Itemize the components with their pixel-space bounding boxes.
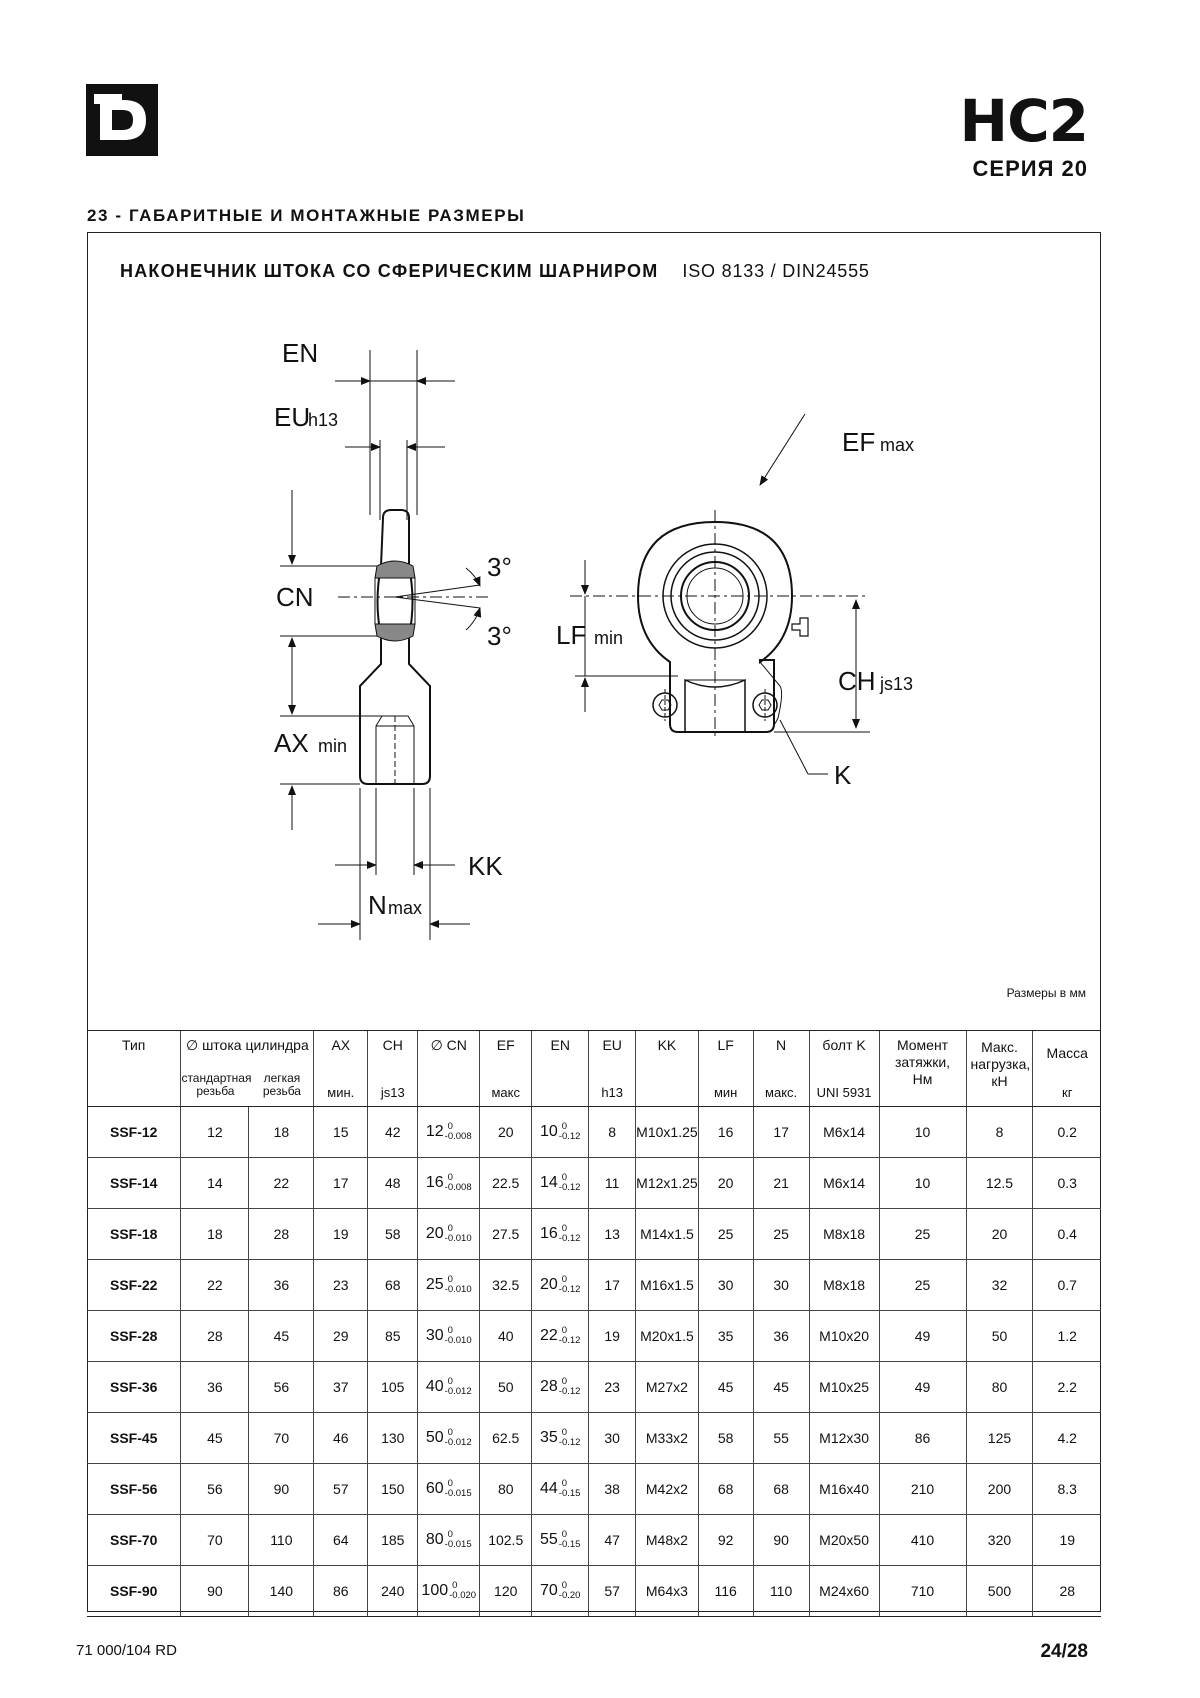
cell-eu: 38 [589,1464,636,1515]
cell-en-lower-tolerance: -0.12 [558,1131,581,1142]
cell-mass: 0.3 [1033,1158,1101,1209]
cell-cn-nominal: 80 [425,1531,444,1548]
cell-cn [418,1464,480,1515]
cell-cn-lower-tolerance: -0.010 [444,1335,472,1346]
cell-en-lower-tolerance: -0.12 [558,1335,581,1346]
cell-kk: M64x3 [636,1566,698,1617]
cell-n: 17 [753,1107,809,1158]
cell-std: 28 [181,1311,249,1362]
cell-type: SSF-45 [87,1413,181,1464]
cell-en-lower-tolerance: -0.12 [558,1182,581,1193]
header-type: Тип [87,1031,181,1107]
cell-light: 56 [249,1362,314,1413]
cell-n: 36 [753,1311,809,1362]
cell-ef: 40 [480,1311,532,1362]
cell-en-upper-tolerance: 0 [561,1580,568,1591]
cell-lf: 58 [698,1413,753,1464]
header-eu: EU h13 [589,1031,636,1107]
label-angle-bottom: 3° [487,621,512,651]
cell-torque: 710 [879,1566,966,1617]
cell-en [532,1260,589,1311]
cell-cn-nominal: 50 [425,1429,444,1446]
cell-torque: 410 [879,1515,966,1566]
cell-eu: 23 [589,1362,636,1413]
cell-cn-lower-tolerance: -0.012 [444,1437,472,1448]
cell-en-nominal: 28 [539,1378,558,1395]
cell-load: 20 [966,1209,1033,1260]
cell-cn-upper-tolerance: 0 [447,1172,453,1183]
label-angle-top: 3° [487,552,512,582]
cell-en-nominal: 70 [539,1582,558,1599]
cell-ef: 32.5 [480,1260,532,1311]
cell-ch: 105 [368,1362,418,1413]
cell-lf: 116 [698,1566,753,1617]
cell-ch: 150 [368,1464,418,1515]
label-ch-sub: js13 [880,674,914,694]
cell-kk: M16x1.5 [636,1260,698,1311]
header-load: Макс. нагрузка, кН [966,1031,1033,1107]
cell-cn-upper-tolerance: 0 [447,1325,453,1336]
cell-cn-nominal: 25 [425,1276,444,1293]
cell-en-nominal: 14 [539,1174,558,1191]
cell-mass: 1.2 [1033,1311,1101,1362]
cell-load: 80 [966,1362,1033,1413]
cell-ax: 37 [314,1362,368,1413]
cell-torque: 49 [879,1311,966,1362]
cell-ef: 80 [480,1464,532,1515]
cell-load: 8 [966,1107,1033,1158]
cell-cn-lower-tolerance: -0.015 [444,1488,472,1499]
cell-ch: 58 [368,1209,418,1260]
cell-cn-nominal: 40 [425,1378,444,1395]
cell-mass: 19 [1033,1515,1101,1566]
cell-en [532,1464,589,1515]
cell-mass: 4.2 [1033,1413,1101,1464]
table-row [87,1260,1101,1311]
cell-eu: 8 [589,1107,636,1158]
cell-mass: 0.2 [1033,1107,1101,1158]
cell-light: 28 [249,1209,314,1260]
cell-kk: M14x1.5 [636,1209,698,1260]
cell-ef: 27.5 [480,1209,532,1260]
header-en: EN [532,1031,589,1107]
cell-torque: 10 [879,1158,966,1209]
cell-light: 110 [249,1515,314,1566]
cell-n: 30 [753,1260,809,1311]
cell-bolt: M8x18 [809,1209,879,1260]
side-view [280,350,490,940]
cell-en [532,1362,589,1413]
cell-en [532,1566,589,1617]
cell-cn-upper-tolerance: 0 [447,1529,453,1540]
cell-n: 45 [753,1362,809,1413]
cell-mass: 2.2 [1033,1362,1101,1413]
cell-lf: 25 [698,1209,753,1260]
header-rod-light: легкая резьба [262,1071,301,1098]
header-cn: ∅ CN [418,1031,480,1107]
table-row [87,1515,1101,1566]
cell-cn-nominal: 60 [425,1480,444,1497]
table-row [87,1464,1101,1515]
cell-en-nominal: 16 [539,1225,558,1242]
cell-cn-nominal: 20 [425,1225,444,1242]
cell-eu: 30 [589,1413,636,1464]
cell-en-lower-tolerance: -0.15 [558,1488,581,1499]
cell-mass: 28 [1033,1566,1101,1617]
cell-cn-upper-tolerance: 0 [447,1121,453,1132]
cell-bolt: M10x20 [809,1311,879,1362]
rod-end-drawing [260,340,1020,940]
cell-std: 22 [181,1260,249,1311]
cell-ax: 19 [314,1209,368,1260]
cell-kk: M10x1.25 [636,1107,698,1158]
cell-torque: 86 [879,1413,966,1464]
cell-ch: 48 [368,1158,418,1209]
dimensions-table [87,1030,1101,1617]
cell-cn [418,1209,480,1260]
cell-bolt: M16x40 [809,1464,879,1515]
cell-n: 21 [753,1158,809,1209]
cell-cn-upper-tolerance: 0 [447,1223,453,1234]
company-logo [86,84,158,156]
cell-en-upper-tolerance: 0 [561,1376,568,1387]
cell-std: 36 [181,1362,249,1413]
label-ax-sub: min [318,736,348,756]
cell-eu: 57 [589,1566,636,1617]
cell-cn-lower-tolerance: -0.020 [449,1590,477,1601]
series-code: HC2 [959,87,1088,155]
cell-bolt: M10x25 [809,1362,879,1413]
cell-en-upper-tolerance: 0 [561,1121,568,1132]
cell-light: 70 [249,1413,314,1464]
cell-cn-nominal: 16 [425,1174,444,1191]
cell-ef: 62.5 [480,1413,532,1464]
cell-std: 56 [181,1464,249,1515]
cell-bolt: M20x50 [809,1515,879,1566]
cell-en [532,1413,589,1464]
cell-torque: 25 [879,1209,966,1260]
cell-std: 45 [181,1413,249,1464]
cell-n: 110 [753,1566,809,1617]
cell-lf: 16 [698,1107,753,1158]
label-cn: CN [276,582,314,612]
cell-std: 12 [181,1107,249,1158]
cell-en-upper-tolerance: 0 [561,1427,568,1438]
header-lf: LF мин [698,1031,753,1107]
label-n-sub: max [388,898,423,918]
cell-en [532,1311,589,1362]
cell-n: 25 [753,1209,809,1260]
table-row [87,1413,1101,1464]
cell-kk: M33x2 [636,1413,698,1464]
cell-n: 90 [753,1515,809,1566]
cell-cn [418,1413,480,1464]
cell-lf: 20 [698,1158,753,1209]
cell-ef: 22.5 [480,1158,532,1209]
cell-en [532,1515,589,1566]
cell-cn-upper-tolerance: 0 [447,1427,453,1438]
cell-cn [418,1311,480,1362]
label-kk: KK [468,851,503,881]
cell-eu: 11 [589,1158,636,1209]
table-row [87,1311,1101,1362]
document-number: 71 000/104 RD [76,1642,177,1659]
cell-cn [418,1260,480,1311]
cell-load: 200 [966,1464,1033,1515]
cell-en-upper-tolerance: 0 [561,1529,568,1540]
cell-mass: 0.4 [1033,1209,1101,1260]
drawing-title-standard: ISO 8133 / DIN24555 [682,261,870,281]
cell-cn-upper-tolerance: 0 [447,1376,453,1387]
label-ax: AX [274,728,309,758]
drawing-title-main: НАКОНЕЧНИК ШТОКА СО СФЕРИЧЕСКИМ ШАРНИРОМ [120,261,659,281]
cell-en-upper-tolerance: 0 [561,1274,568,1285]
header-rod-std: стандартная резьба [181,1071,252,1098]
cell-cn [418,1158,480,1209]
cell-kk: M20x1.5 [636,1311,698,1362]
header-ax: AX мин. [314,1031,368,1107]
header-rod: ∅ штока цилиндра стандартная резьба легкая резьба [181,1031,314,1107]
cell-en [532,1107,589,1158]
cell-en [532,1209,589,1260]
label-lf: LF [556,620,587,650]
cell-cn-upper-tolerance: 0 [447,1478,453,1489]
cell-bolt: M12x30 [809,1413,879,1464]
cell-en-nominal: 22 [539,1327,558,1344]
section-title: 23 - ГАБАРИТНЫЕ И МОНТАЖНЫЕ РАЗМЕРЫ [87,206,526,225]
label-k: K [834,760,852,790]
cell-type: SSF-90 [87,1566,181,1617]
cell-std: 14 [181,1158,249,1209]
label-eu: EU [274,402,311,432]
cell-ch: 240 [368,1566,418,1617]
cell-cn-upper-tolerance: 0 [447,1274,453,1285]
cell-cn-lower-tolerance: -0.010 [444,1284,472,1295]
header-bolt: болт K UNI 5931 [809,1031,879,1107]
cell-ch: 68 [368,1260,418,1311]
cell-torque: 25 [879,1260,966,1311]
table-row [87,1209,1101,1260]
cell-ax: 15 [314,1107,368,1158]
cell-ch: 85 [368,1311,418,1362]
cell-type: SSF-18 [87,1209,181,1260]
cell-load: 320 [966,1515,1033,1566]
units-note: Размеры в мм [1006,986,1086,1000]
table-header-row [87,1031,1101,1107]
cell-load: 125 [966,1413,1033,1464]
cell-cn-nominal: 12 [425,1123,444,1140]
cell-en-upper-tolerance: 0 [561,1478,568,1489]
label-ef-sub: max [880,435,915,455]
cell-cn-upper-tolerance: 0 [452,1580,458,1591]
drawing-title [120,261,870,282]
cell-bolt: M8x18 [809,1260,879,1311]
cell-ax: 86 [314,1566,368,1617]
cell-ax: 46 [314,1413,368,1464]
cell-type: SSF-70 [87,1515,181,1566]
cell-eu: 19 [589,1311,636,1362]
cell-type: SSF-12 [87,1107,181,1158]
cell-bolt: M6x14 [809,1107,879,1158]
cell-cn [418,1107,480,1158]
cell-torque: 210 [879,1464,966,1515]
cell-en-lower-tolerance: -0.12 [558,1284,581,1295]
cell-eu: 47 [589,1515,636,1566]
cell-std: 70 [181,1515,249,1566]
cell-en-lower-tolerance: -0.12 [558,1386,581,1397]
cell-ch: 185 [368,1515,418,1566]
cell-ef: 20 [480,1107,532,1158]
cell-kk: M48x2 [636,1515,698,1566]
cell-en-upper-tolerance: 0 [561,1325,568,1336]
cell-light: 45 [249,1311,314,1362]
header-kk: KK [636,1031,698,1107]
cell-std: 90 [181,1566,249,1617]
cell-cn-lower-tolerance: -0.008 [444,1131,472,1142]
cell-load: 50 [966,1311,1033,1362]
label-lf-sub: min [594,628,624,648]
cell-cn-lower-tolerance: -0.012 [444,1386,472,1397]
cell-ax: 23 [314,1260,368,1311]
series-name: СЕРИЯ 20 [972,156,1088,181]
cell-mass: 8.3 [1033,1464,1101,1515]
table-body [87,1107,1101,1617]
cell-lf: 35 [698,1311,753,1362]
cell-en-nominal: 44 [539,1480,558,1497]
cell-ef: 120 [480,1566,532,1617]
cell-en-lower-tolerance: -0.12 [558,1233,581,1244]
cell-en-nominal: 10 [539,1123,558,1140]
cell-load: 12.5 [966,1158,1033,1209]
table-row [87,1362,1101,1413]
cell-ax: 17 [314,1158,368,1209]
label-ef: EF [842,427,876,457]
cell-en-nominal: 20 [539,1276,558,1293]
cell-load: 500 [966,1566,1033,1617]
cell-type: SSF-36 [87,1362,181,1413]
cell-cn [418,1362,480,1413]
cell-std: 18 [181,1209,249,1260]
cell-cn-lower-tolerance: -0.008 [444,1182,472,1193]
cell-ax: 29 [314,1311,368,1362]
header-n: N макс. [753,1031,809,1107]
cell-lf: 68 [698,1464,753,1515]
table-row [87,1107,1101,1158]
cell-type: SSF-28 [87,1311,181,1362]
cell-ch: 130 [368,1413,418,1464]
cell-lf: 92 [698,1515,753,1566]
cell-type: SSF-22 [87,1260,181,1311]
cell-bolt: M24x60 [809,1566,879,1617]
cell-ax: 64 [314,1515,368,1566]
header-mass: Масса кг [1033,1031,1101,1107]
cell-cn-lower-tolerance: -0.015 [444,1539,472,1550]
cell-mass: 0.7 [1033,1260,1101,1311]
cell-en-nominal: 55 [539,1531,558,1548]
cell-kk: M42x2 [636,1464,698,1515]
cell-light: 140 [249,1566,314,1617]
cell-cn [418,1515,480,1566]
cell-lf: 30 [698,1260,753,1311]
cell-torque: 10 [879,1107,966,1158]
label-ch: CH [838,666,876,696]
cell-type: SSF-14 [87,1158,181,1209]
cell-n: 68 [753,1464,809,1515]
cell-ch: 42 [368,1107,418,1158]
cell-lf: 45 [698,1362,753,1413]
cell-cn-lower-tolerance: -0.010 [444,1233,472,1244]
cell-ef: 50 [480,1362,532,1413]
label-en: EN [282,340,319,368]
cell-n: 55 [753,1413,809,1464]
header-ch: CH js13 [368,1031,418,1107]
label-eu-sub: h13 [308,410,339,430]
cell-eu: 13 [589,1209,636,1260]
cell-en-lower-tolerance: -0.20 [558,1590,581,1601]
cell-en-nominal: 35 [539,1429,558,1446]
cell-light: 90 [249,1464,314,1515]
cell-cn-nominal: 100 [421,1582,449,1599]
header-ef: EF макс [480,1031,532,1107]
label-n: N [368,890,387,920]
page-number: 24/28 [1040,1641,1088,1662]
cell-cn-nominal: 30 [425,1327,444,1344]
cell-en-upper-tolerance: 0 [561,1172,568,1183]
cell-en-upper-tolerance: 0 [561,1223,568,1234]
cell-kk: M12x1.25 [636,1158,698,1209]
cell-type: SSF-56 [87,1464,181,1515]
cell-torque: 49 [879,1362,966,1413]
cell-ax: 57 [314,1464,368,1515]
table-row [87,1566,1101,1617]
cell-cn [418,1566,480,1617]
cell-kk: M27x2 [636,1362,698,1413]
cell-light: 18 [249,1107,314,1158]
cell-bolt: M6x14 [809,1158,879,1209]
cell-ef: 102.5 [480,1515,532,1566]
header-torque: Момент затяжки, Нм [879,1031,966,1107]
cell-en-lower-tolerance: -0.15 [558,1539,581,1550]
cell-load: 32 [966,1260,1033,1311]
cell-light: 22 [249,1158,314,1209]
front-view [570,414,870,774]
cell-eu: 17 [589,1260,636,1311]
cell-en [532,1158,589,1209]
cell-light: 36 [249,1260,314,1311]
table-row [87,1158,1101,1209]
cell-en-lower-tolerance: -0.12 [558,1437,581,1448]
